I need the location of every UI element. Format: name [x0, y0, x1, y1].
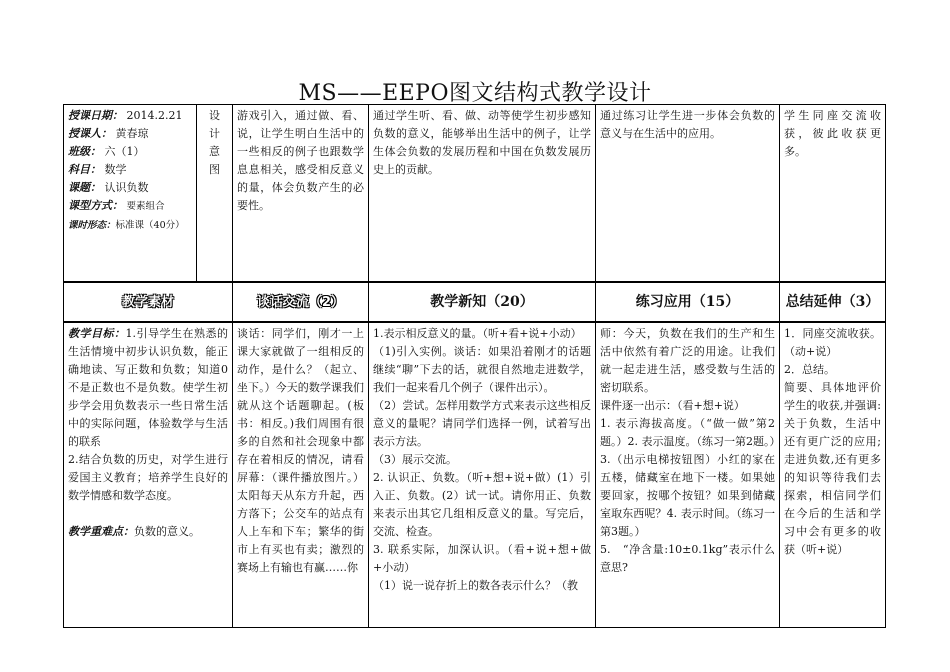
newknow-p5: 2. 认识正、负数。（听+想+说+做）(1）引入正、负数。(2）试一试。请你用正、负数来表示出其它几组相反意义的量。写完后，交流、检查。	[373, 471, 591, 538]
date-value: 2014.2.21	[126, 109, 183, 122]
intent-practice: 通过练习让学生进一步体会负数的意义与在生活中的应用。	[596, 105, 780, 283]
topic-value: 认识负数	[104, 181, 149, 194]
design-intent-label	[197, 105, 233, 283]
teacher-value: 黄春琼	[115, 127, 149, 140]
lesson-info-cell	[64, 105, 197, 283]
newknow-p7: （1）说一说存折上的数各表示什么？（教	[373, 579, 578, 592]
teaching-goal-2: 2.结合负数的历史，对学生进行爱国主义教育；培养学生良好的数学情感和数学态度。	[68, 453, 228, 502]
intent-newknow: 通过学生听、看、做、动等使学生初步感知负数的意义，能够举出生活中的例子，让学生体会负数的发展历程和中国在负数发展历史上的贡献。	[369, 105, 596, 283]
design-intent-char: 图	[209, 163, 220, 176]
intent-summary: 学生同座交流收获，彼此收获更多。	[780, 105, 886, 283]
header-newknow: 教学新知（20）	[369, 282, 596, 322]
practice-p4: 5. “净含量:10±0.1kg”表示什么意思?	[600, 543, 775, 574]
practice-p3: 1. 表示海拔高度。（“做一做”第2题。）2. 表示温度。（练习一第2题。）3.（出示电梯按钮图）小红的家在五楼，储藏室在地下一楼。如果她要回家，按哪个按钮？如果到储藏室取东西呢？4. 表示时间。（练习一第3题。）	[600, 417, 775, 538]
document-title: MS——EEPO图文结构式教学设计	[298, 81, 652, 106]
header-summary: 总结延伸（3）	[780, 282, 886, 322]
newknow-p1: 1.表示相反意义的量。（听+看+说+小动）	[373, 327, 582, 340]
summary-p3: 简要、具体地评价学生的收获,并强调:关于负数，生活中还有更广泛的应用;走进负数,还有更多的知识等待我们去探索，相信同学们在今后的生活和学习中会有更多的收获（听+说）	[784, 381, 881, 556]
intent-talk: 游戏引入，通过做、看、说，让学生明白生活中的一些相反的例子也跟数学息息相关，感受相反意义的量，体会负数产生的必要性。	[233, 105, 369, 283]
teacher-line: 授课人： 黄春琼	[68, 127, 149, 140]
class-line: 班级： 六（1）	[68, 145, 145, 158]
newknow-p6: 3. 联系实际，加深认识。（看+说+想+做+小动）	[373, 543, 591, 574]
subject-value: 数学	[104, 163, 127, 176]
talk-cell: 谈话：同学们，刚才一上课大家就做了一组相反的动作，是什么？（起立、坐下。）今天的数学课我们就从这个话题聊起。(板书：相反。)我们周围有很多的自然和社会现象中都存在着相反的情况，请看屏幕：（课件播放图片。）太阳每天从东方升起，西方落下；公交车的站点有人上车和下车；繁华的街市上有买也有卖；激烈的赛场上有输也有赢……你	[233, 322, 369, 628]
date-line: 授课日期： 2014.2.21	[68, 109, 183, 122]
type-line: 课型方式： 要素组合	[68, 199, 165, 212]
type-value: 要素组合	[126, 201, 165, 212]
practice-p1: 师：今天，负数在我们的生产和生活中依然有着广泛的用途。让我们就一起走进生活，感受数与生活的密切联系。	[600, 327, 775, 394]
design-intent-char: 计	[209, 127, 220, 140]
header-material: 教学素材	[64, 282, 233, 322]
practice-cell	[596, 322, 780, 628]
topic-line: 课题： 认识负数	[68, 181, 149, 194]
content-row	[64, 322, 886, 628]
teaching-goal: 教学目标：1.引导学生在熟悉的生活情境中初步认识负数，能正确地读、写正数和负数；知道0不是正数也不是负数。使学生初步学会用负数表示一些日常生活中的实际问题，体验数学与生活的联系	[68, 327, 228, 448]
form-line: 课时形态：标准课（40分）	[68, 220, 185, 231]
newknow-p3: （2）尝试。怎样用数学方式来表示这些相反意义的量呢？请同学们选择一例，试着写出表示方法。	[373, 399, 591, 448]
class-value: 六（1）	[104, 145, 145, 158]
header-talk: 谈话交流（2）	[233, 282, 369, 322]
summary-cell	[780, 322, 886, 628]
newknow-p4: （3）展示交流。	[373, 453, 457, 466]
summary-p1: 1．同座交流收获。（动+说）	[784, 327, 881, 358]
header-practice: 练习应用（15）	[596, 282, 780, 322]
summary-p2: 2．总结。	[784, 363, 835, 376]
lesson-plan-table	[63, 104, 886, 628]
newknow-cell	[369, 322, 596, 628]
design-intent-char: 意	[209, 145, 220, 158]
form-value: 标准课（40分）	[115, 220, 185, 231]
subject-line: 科目： 数学	[68, 163, 127, 176]
practice-p2: 课件逐一出示：（看+想+说）	[600, 399, 745, 412]
design-intent-text	[201, 107, 228, 179]
header-row	[64, 282, 886, 322]
teaching-key-point: 教学重难点：负数的意义。	[68, 525, 200, 538]
material-cell	[64, 322, 233, 628]
newknow-p2: （1)引入实例。谈话：如果沿着刚才的话题继续“聊”下去的话，就很自然地走进数学，我们一起来看几个例子（课件出示）。	[373, 345, 591, 394]
design-intent-char: 设	[209, 109, 220, 122]
intent-row	[64, 105, 886, 283]
